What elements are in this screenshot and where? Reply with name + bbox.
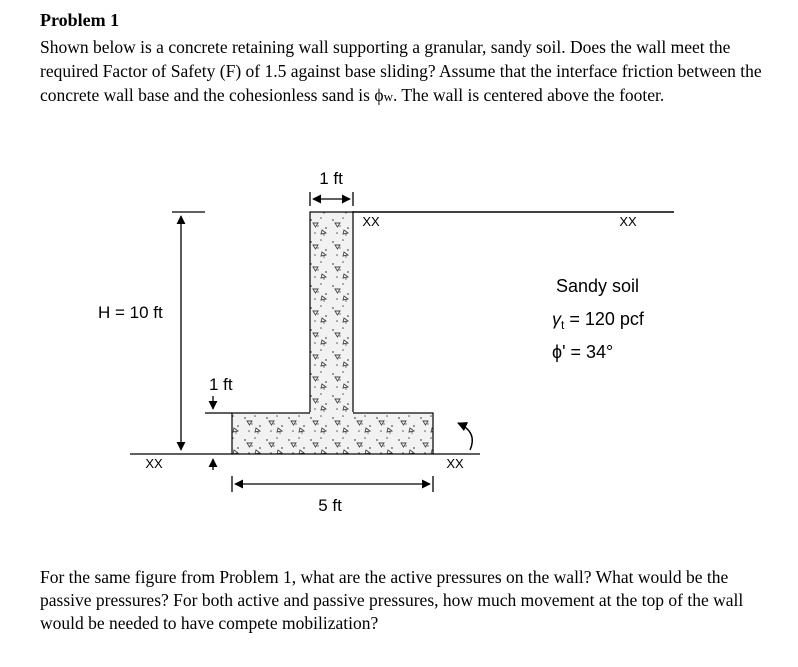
statement-part-2: . The wall is centered above the footer. [392,85,665,105]
height-label: H = 10 ft [98,303,163,322]
statement-part-1: Shown below is a concrete retaining wall supporting a granular, sandy soil. Does the wall meet the required Factor of Safety (F) of 1.5 against base sliding? Assume that the interface friction between the concrete wall base and the cohesionless sand is [40,37,762,105]
phi-subscript: w [383,89,393,104]
retaining-wall-diagram [0,150,798,540]
footing-width-label: 5 ft [318,496,342,515]
ground-mark: XX [619,214,637,229]
footing-thickness-label: 1 ft [209,375,233,394]
followup-question: For the same figure from Problem 1, what are the active pressures on the wall? What would be the passive pressures? For both active and passive pressures, how much movement at the top of the wall would be needed to have compete mobilization? [40,567,744,633]
problem-statement [40,35,780,109]
rotation-arrow-icon [458,423,472,450]
wall-width-label: 1 ft [319,169,343,188]
wall-stem [310,212,353,413]
ground-mark: XX [362,214,380,229]
gamma-symbol: γ [552,309,561,329]
gamma-subscript: t [561,318,565,332]
problem-title: Problem 1 [40,10,120,30]
phi-w-symbol [374,85,393,105]
phi-symbol: ϕ [374,85,384,105]
wall-footing [232,413,433,454]
ground-mark: XX [145,456,163,471]
unit-weight-value: = 120 pcf [564,309,644,329]
ground-mark: XX [446,456,464,471]
soil-friction-angle: ϕ' = 34° [552,342,614,362]
soil-name: Sandy soil [556,276,640,296]
soil-unit-weight [552,309,645,332]
